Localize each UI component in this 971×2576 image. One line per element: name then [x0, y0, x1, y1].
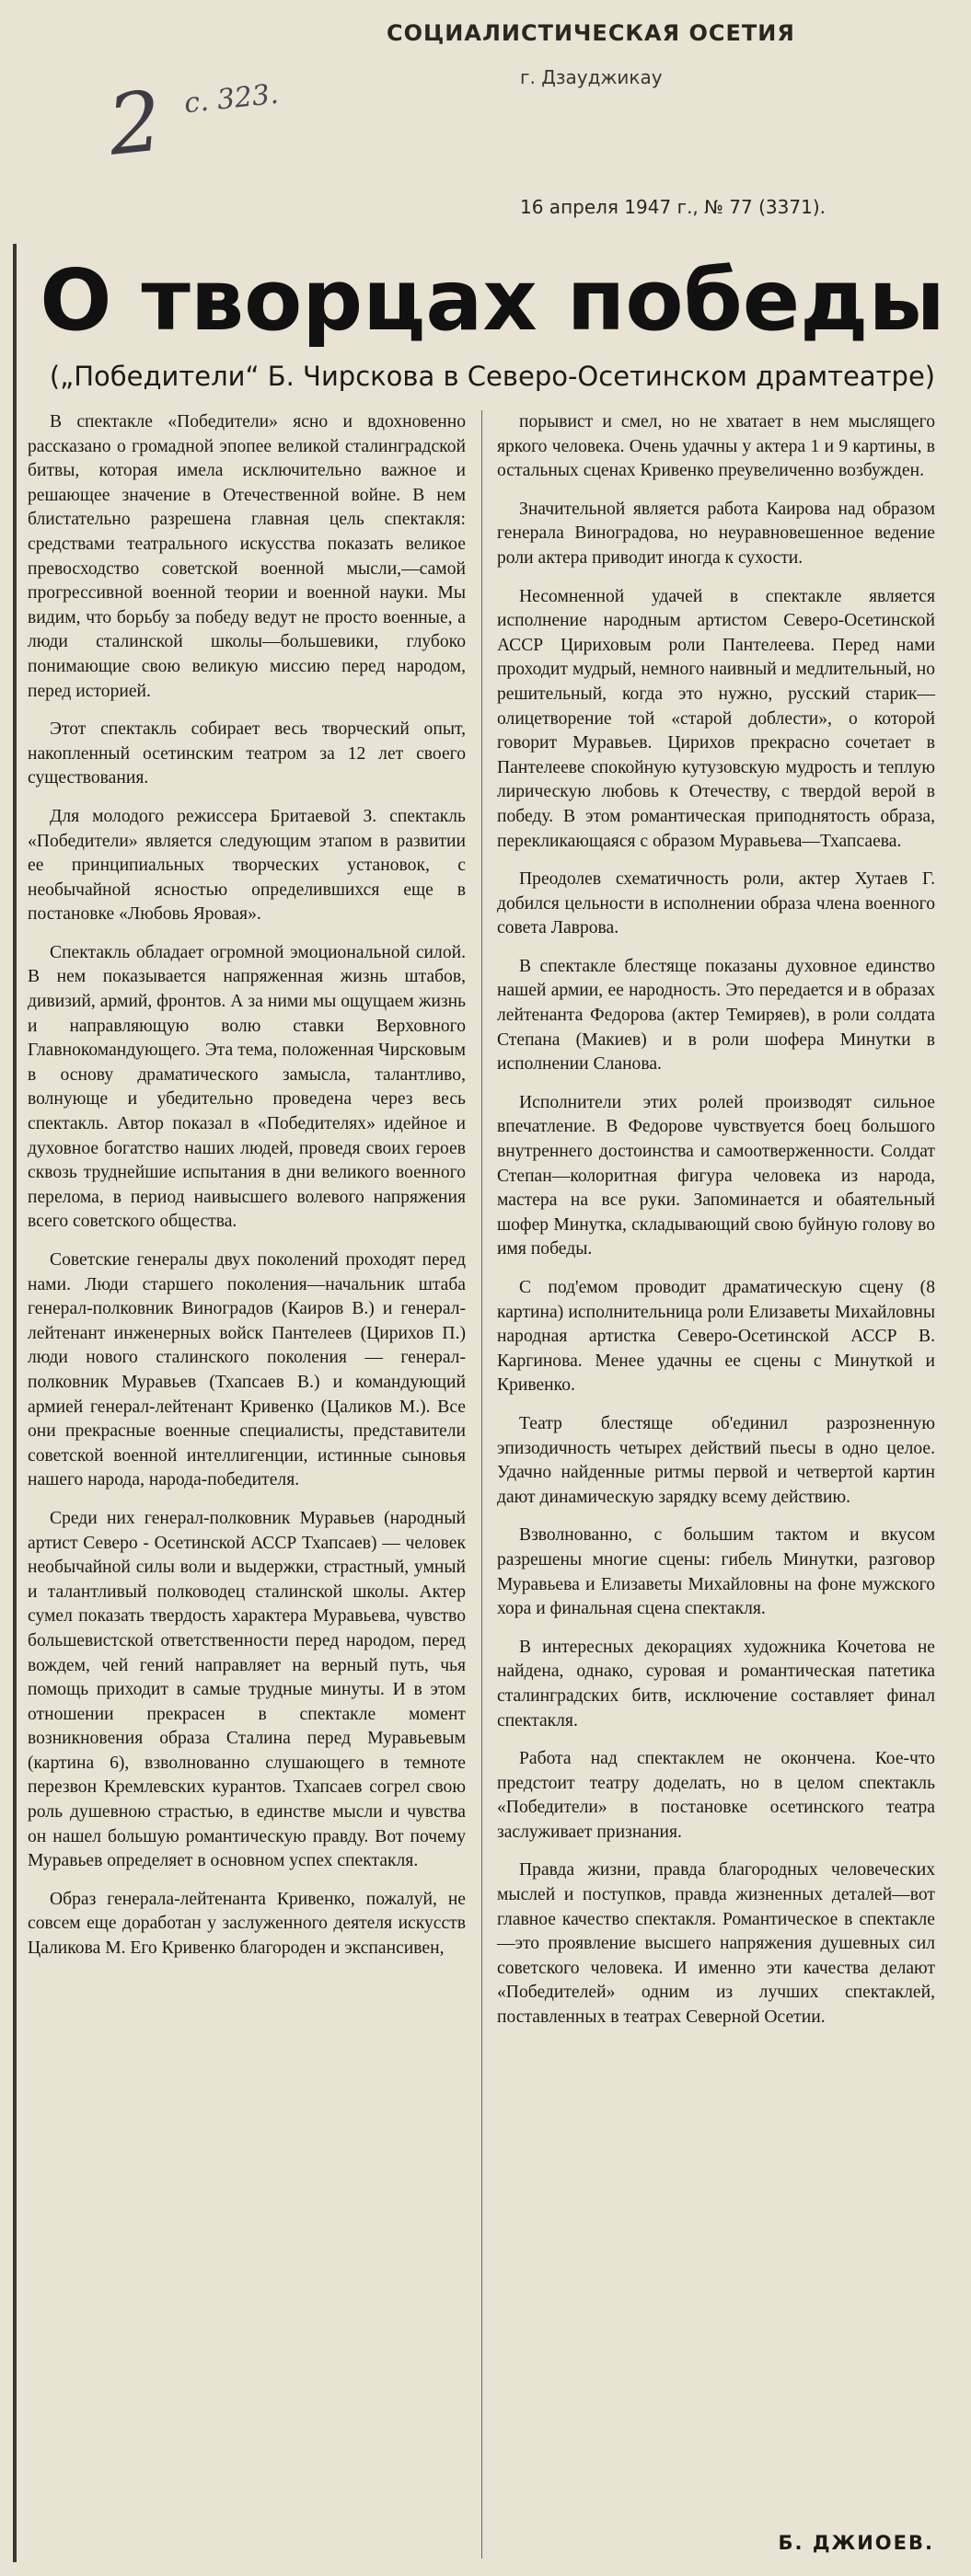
paragraph: Несомненной удачей в спектакле является исполнение народным артистом Северо-Осетинской АССР Цириховым роли Пантелеева. Перед нами проходит мудрый, немного наивный и медлительный, но решительный, когда это нужно, русский старик—олицетворение той «старой доблести», о которой говорит Муравьев. Цирихов прекрасно сочетает в Пантелееве спокойную кутузовскую мудрость и теплую лирическую любовь к Отечеству, с твердой верой в победу. В этом романтическая приподнятость образа, перекликающаяся с образом Муравьева—Тхапсаева.	[497, 586, 935, 851]
paragraph: порывист и смел, но не хватает в нем мыслящего яркого человека. Очень удачны у актера 1 и 9 картины, в остальных сценах Кривенко преувеличенно возбужден.	[497, 412, 935, 481]
handwritten-number: 2	[103, 73, 167, 175]
paragraph: Образ генерала-лейтенанта Кривенко, пожалуй, не совсем еще доработан у заслуженного деятеля искусств Цаликова М. Его Кривенко благороден и экспансивен,	[28, 1889, 466, 1959]
paragraph: Преодолев схематичность роли, актер Хутаев Г. добился цельности в исполнении образа члена военного совета Лаврова.	[497, 869, 935, 938]
paragraph: В спектакле блестяще показаны духовное единство нашей армии, ее народность. Это передается и в образах лейтенанта Федорова (актер Темиряев), в роли солдата Степана (Макиев) и в роли шофера Минутки в исполнении Сланова.	[497, 956, 935, 1075]
paragraph: Среди них генерал-полковник Муравьев (народный артист Северо - Осетинской АССР Тхапсаев) — человек необычайной силы воли и выдержки, страстный, умный и талантливый полководец сталинской школы. Актер сумел показать твердость характера Муравьева, чувство большевистской ответственности перед народом, перед вождем, чей гений направляет на верный путь, чья помощь приходит в самые трудные минуты. И в этом отношении прекрасен в спектакле момент возникновения образа Сталина перед Муравьевым (картина 6), взволнованно слушающего в темноте перезвон Кремлевских курантов. Тхапсаев согрел свою роль душевною страстью, в единстве мысли и чувства он нашел большую романтическую правду. Вот почему Муравьев определяет в основном успех спектакля.	[28, 1508, 466, 1871]
handwritten-note: с. 323.	[182, 77, 281, 121]
paragraph: Взволнованно, с большим тактом и вкусом разрешены многие сцены: гибель Минутки, разговор Муравьева и Елизаветы Михайловны на фоне мужского хора и финальная сцена спектакля.	[497, 1525, 935, 1619]
article-column-left	[28, 410, 466, 1975]
city-line: г. Дзауджикау	[520, 66, 663, 88]
paragraph: Работа над спектаклем не окончена. Кое-что предстоит театру доделать, но в целом спектакль «Победители» в постановке осетинского театра заслуживает признания.	[497, 1749, 935, 1842]
article-column-right	[497, 410, 935, 2044]
paragraph: Советские генералы двух поколений проходят перед нами. Люди старшего поколения—начальник штаба генерал-полковник Виноградов (Каиров В.) и генерал-лейтенант инженерных войск Пантелеев (Цирихов П.) люди нового сталинского поколения — генерал-полковник Муравьев (Тхапсаев В.) и командующий армией генерал-лейтенант Кривенко (Цаликов М.). Все они прекрасные военные специалисты, представители советской военной интеллигенции, истинные сыновья нашего народа, народа-победителя.	[28, 1250, 466, 1490]
column-divider	[481, 410, 482, 2559]
left-border-rule	[13, 244, 17, 2562]
dateline: 16 апреля 1947 г., № 77 (3371).	[520, 196, 826, 218]
paragraph: Значительной является работа Каирова над образом генерала Виноградова, но неуравновешенное ведение роли актера приводит иногда к сухости.	[497, 499, 935, 568]
paragraph: В интересных декорациях художника Кочетова не найдена, однако, суровая и романтическая патетика сталинградских битв, исключение составляет финал спектакля.	[497, 1637, 935, 1731]
paragraph: Спектакль обладает огромной эмоциональной силой. В нем показывается напряженная жизнь штабов, дивизий, армий, фронтов. А за ними мы ощущаем жизнь и направляющую волю ставки Верховного Главнокомандующего. Эта тема, положенная Чирсковым в основу драматического замысла, талантливо, волнующе и убедительно проведена через весь спектакль. Автор показал в «Победителях» идейное и духовное богатство наших людей, проведя своих героев сквозь труднейшие испытания в дни великого военного перелома, в период наивысшего волевого напряжения всего советского общества.	[28, 942, 466, 1232]
paragraph: В спектакле «Победители» ясно и вдохновенно рассказано о громадной эпопее великой сталинградской битвы, которая имела исключительно важное и решающее значение в Отечественной войне. В нем блистательно разрешена главная цель спектакля: средствами театрального искусства показать великое превосходство советской военной мысли,—самой прогрессивной военной теории и военной науки. Мы видим, что борьбу за победу ведут не просто военные, а люди сталинской школы—большевики, глубоко понимающие свою великую миссию перед народом, перед историей.	[28, 412, 466, 701]
masthead: СОЦИАЛИСТИЧЕСКАЯ ОСЕТИЯ	[387, 20, 795, 46]
paragraph: Этот спектакль собирает весь творческий опыт, накопленный осетинским театром за 12 лет своего существования.	[28, 719, 466, 788]
article-title: О творцах победы	[40, 251, 945, 350]
paragraph: Правда жизни, правда благородных человеческих мыслей и поступков, правда жизненных деталей—вот главное качество спектакля. Романтическое в спектакле—это проявление высшего напряжения душевных сил советского человека. И именно эти качества делают «Победителей» одним из лучших спектаклей, поставленных в театрах Северной Осетии.	[497, 1860, 935, 2028]
paragraph: Исполнители этих ролей производят сильное впечатление. В Федорове чувствуется боец большого внутреннего достоинства и самоотверженности. Солдат Степан—колоритная фигура человека из народа, мастера на все руки. Запоминается и обаятельный шофер Минутка, складывающий свою буйную голову во имя победы.	[497, 1092, 935, 1259]
paragraph: Для молодого режиссера Бритаевой З. спектакль «Победители» является следующим этапом в развитии ее принципиальных творческих установок, с необычайной ясностью определившихся еще в постановке «Любовь Яровая».	[28, 806, 466, 925]
article-subtitle: („Победители“ Б. Чирскова в Северо-Осетинском драмтеатре)	[49, 361, 936, 392]
author-signature: Б. ДЖИОЕВ.	[778, 2532, 934, 2554]
paragraph: Театр блестяще об'единил разрозненную эпизодичность четырех действий пьесы в одно целое. Удачно найденные ритмы первой и четвертой картин дают динамическую зарядку всему действию.	[497, 1413, 935, 1507]
paragraph: С под'емом проводит драматическую сцену (8 картина) исполнительница роли Елизаветы Михайловны народная артистка Северо-Осетинской АССР В. Каргинова. Менее удачны ее сцены с Минуткой и Кривенко.	[497, 1278, 935, 1396]
